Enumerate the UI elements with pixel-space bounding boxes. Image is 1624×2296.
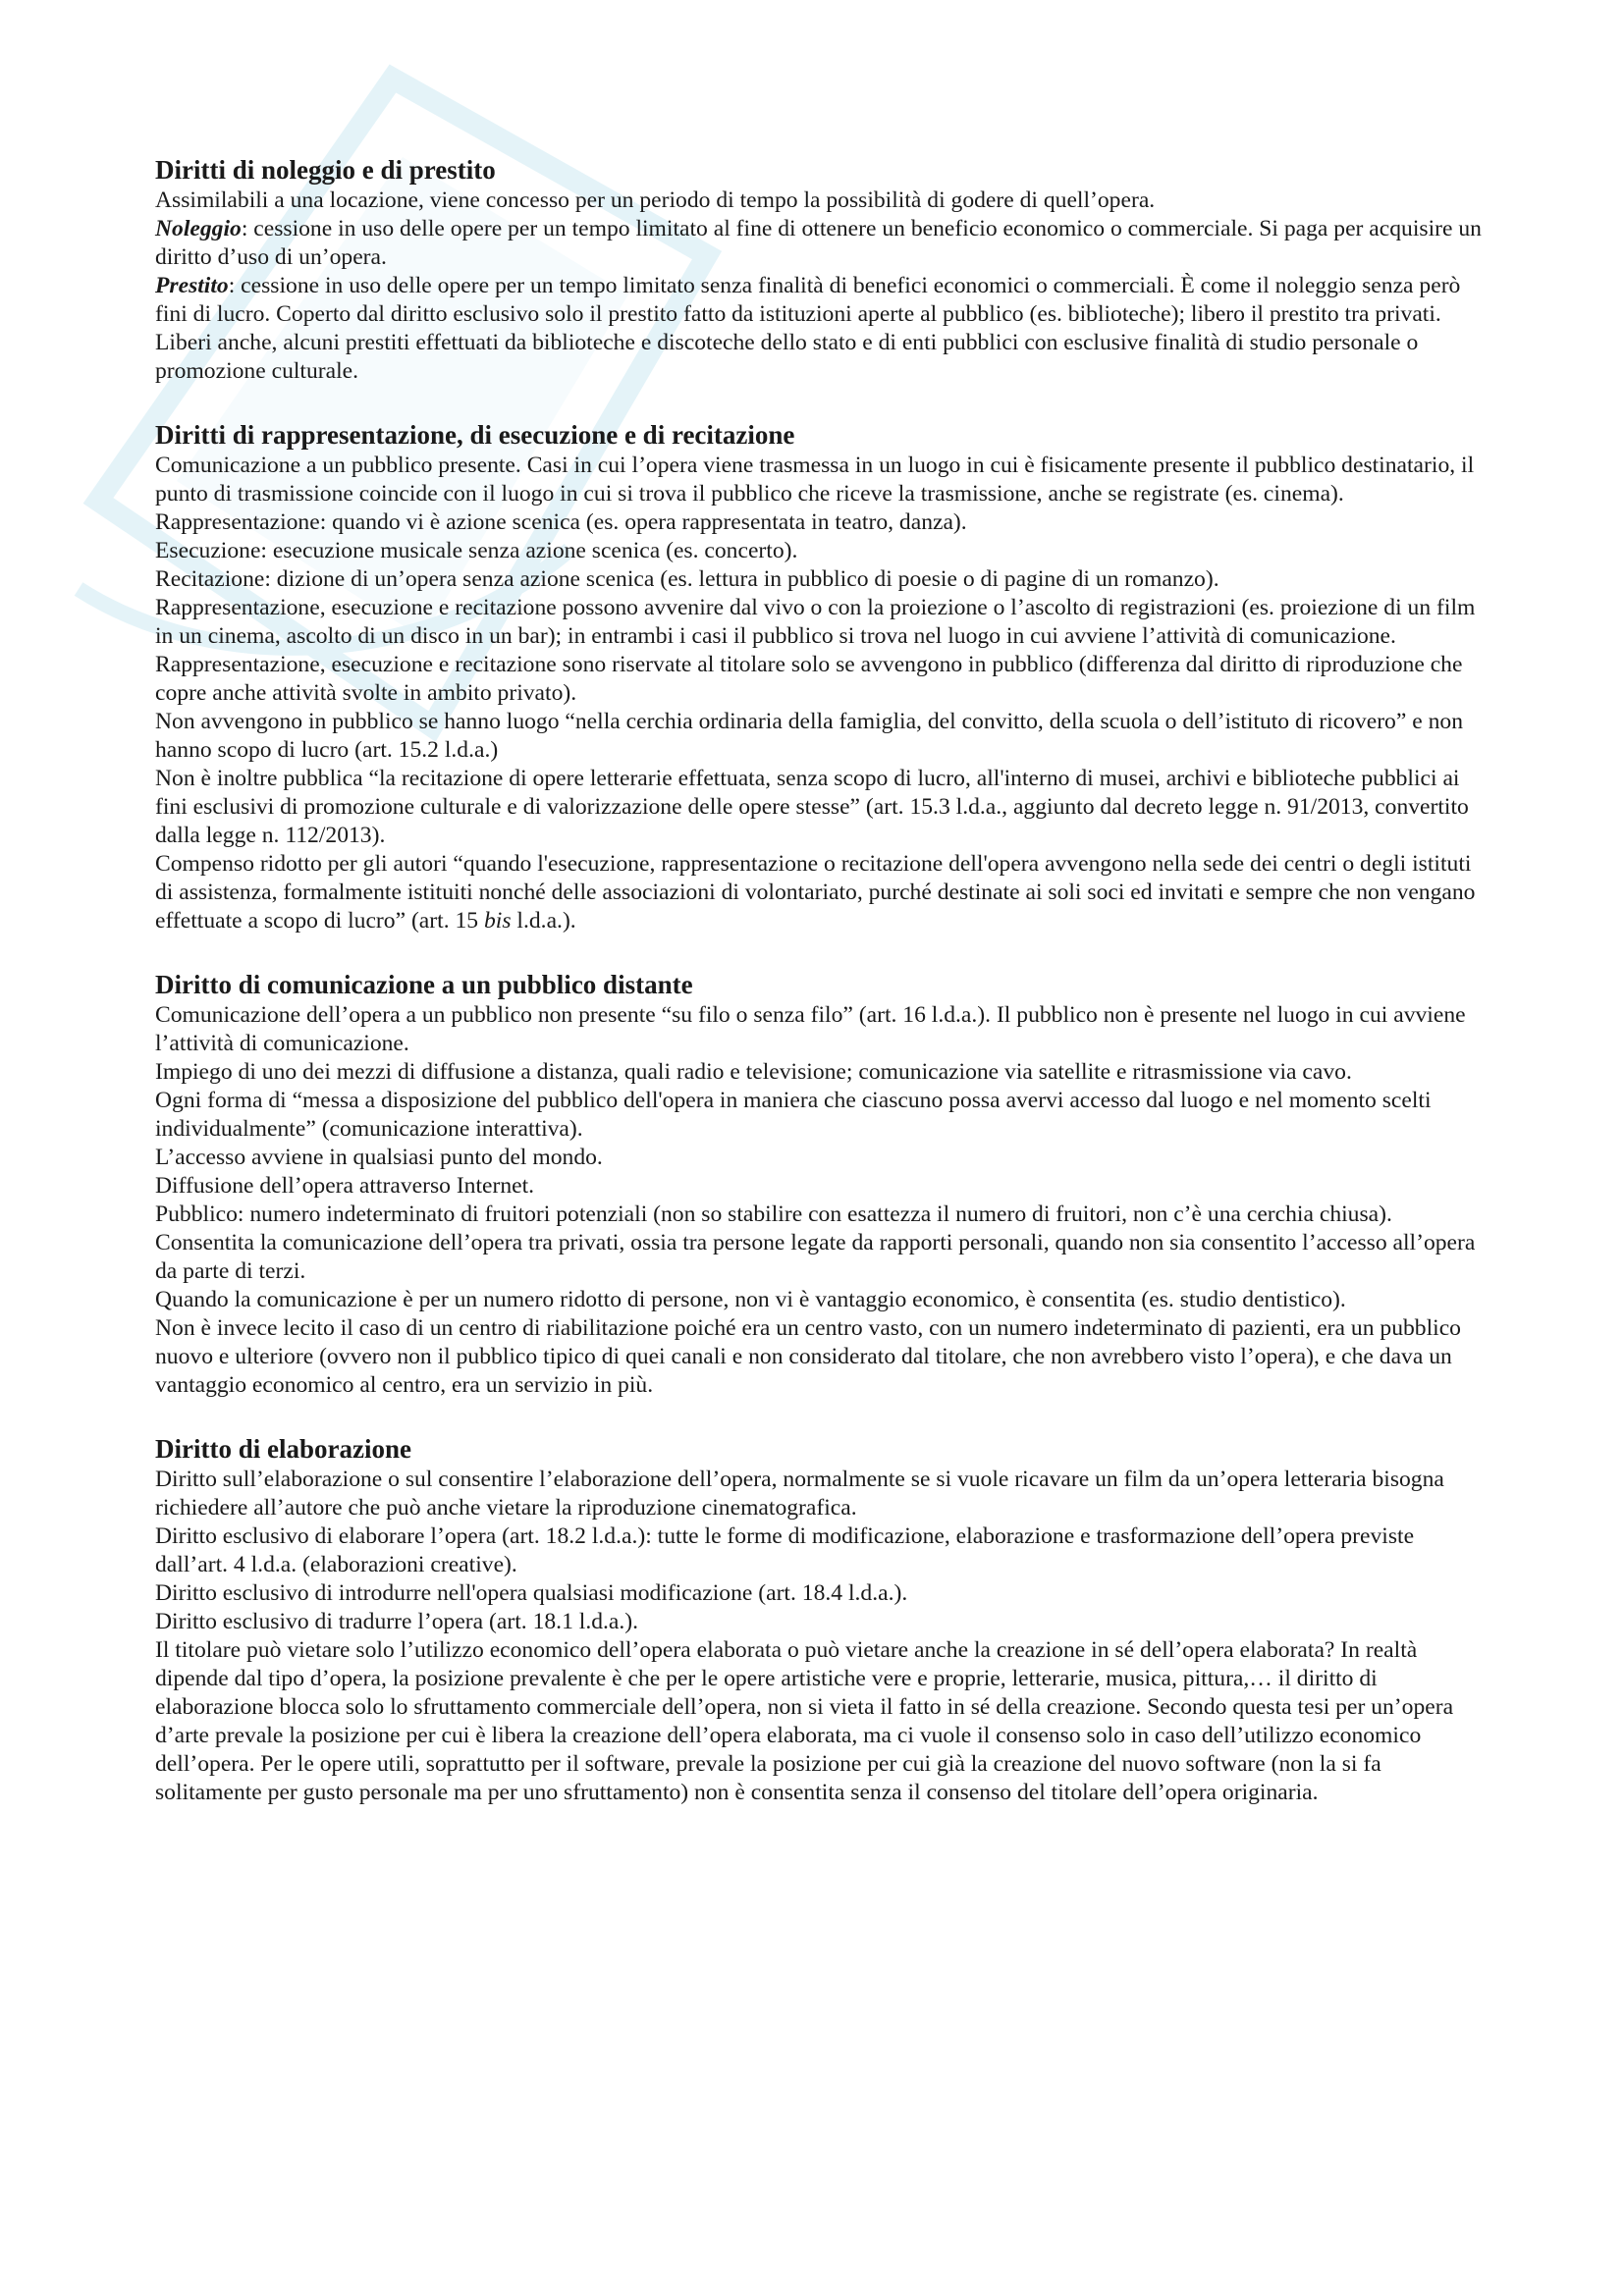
paragraph-text: Pubblico: numero indeterminato di fruitori potenziali (non so stabilire con esattezza il numero di fruitori, non c’è una cerchia chiusa). (155, 1201, 1392, 1227)
paragraph (155, 187, 1490, 215)
paragraph-text: Esecuzione: esecuzione musicale senza azione scenica (es. concerto). (155, 538, 798, 563)
paragraph-text: Diritto sull’elaborazione o sul consentire l’elaborazione dell’opera, normalmente se si vuole ricavare un film da un’opera letteraria bisogna richiedere all’autore che può anche vietare la riproduzione cinematografica. (155, 1467, 1444, 1521)
paragraph-text: Il titolare può vietare solo l’utilizzo economico dell’opera elaborata o può vietare anche la creazione in sé dell’opera elaborata? In realtà dipende dal tipo d’opera, la posizione prevalente è che per le opere artistiche vere e proprie, letterarie, musica, pittura,… il diritto di elaborazione blocca solo lo sfruttamento commerciale dell’opera, non si vieta il fatto in sé della creazione. Secondo questa tesi per un’opera d’arte prevale la posizione per cui è libera la creazione dell’opera elaborata, ma ci vuole il consenso solo in caso dell’utilizzo economico dell’opera. Per le opere utili, soprattutto per il software, prevale la posizione per cui già la creazione del nuovo software (non la si fa solitamente per gusto personale ma per uno sfruttamento) non è consentita senza il consenso del titolare dell’opera originaria. (155, 1637, 1454, 1805)
paragraph-text-end: l.d.a.). (511, 908, 576, 934)
section (155, 1433, 1490, 1807)
paragraph (155, 1522, 1490, 1579)
paragraph (155, 594, 1490, 651)
paragraph (155, 850, 1490, 935)
paragraph (155, 1466, 1490, 1522)
paragraph-text: Compenso ridotto per gli autori “quando l'esecuzione, rappresentazione o recitazione dell'opera avvengono nella sede dei centri o degli istituti di assistenza, formalmente istituiti nonché delle associazioni di volontariato, purché destinate ai soli soci ed invitati e sempre che non vengano effettuate a scopo di lucro” (art. 15 (155, 851, 1476, 934)
paragraph (155, 1229, 1490, 1286)
section-title: Diritti di noleggio e di prestito (155, 155, 496, 185)
paragraph-text: Non è invece lecito il caso di un centro di riabilitazione poiché era un centro vasto, con un numero indeterminato di pazienti, era un pubblico nuovo e ulteriore (ovvero non il pubblico tipico di quei canali e non considerato dal titolare, che non avrebbero visto l’opera), e che dava un vantaggio economico al centro, era un servizio in più. (155, 1315, 1461, 1398)
paragraph (155, 765, 1490, 850)
paragraph-text: Diritto esclusivo di tradurre l’opera (art. 18.1 l.d.a.). (155, 1609, 639, 1634)
paragraph-text: Assimilabili a una locazione, viene concesso per un periodo di tempo la possibilità di godere di quell’opera. (155, 187, 1156, 213)
paragraph (155, 708, 1490, 765)
paragraph (155, 1579, 1490, 1608)
defined-term: Prestito (155, 273, 229, 298)
paragraph (155, 1001, 1490, 1058)
paragraph (155, 651, 1490, 708)
paragraph (155, 1286, 1490, 1314)
section-title: Diritto di comunicazione a un pubblico distante (155, 970, 693, 999)
paragraph (155, 1201, 1490, 1229)
paragraph (155, 452, 1490, 508)
paragraph (155, 1314, 1490, 1400)
section (155, 969, 1490, 1400)
paragraph-text: Comunicazione a un pubblico presente. Casi in cui l’opera viene trasmessa in un luogo in cui è fisicamente presente il pubblico destinatario, il punto di trasmissione coincide con il luogo in cui si trova il pubblico che riceve la trasmissione, anche se registrate (es. cinema). (155, 453, 1475, 507)
paragraph-text: Diritto esclusivo di elaborare l’opera (art. 18.2 l.d.a.): tutte le forme di modificazione, elaborazione e trasformazione dell’opera previste dall’art. 4 l.d.a. (elaborazioni creative). (155, 1523, 1415, 1577)
paragraph-text: Diffusione dell’opera attraverso Internet. (155, 1173, 535, 1199)
paragraph-text: Diritto esclusivo di introdurre nell'opera qualsiasi modificazione (art. 18.4 l.d.a.). (155, 1580, 908, 1606)
paragraph-text: Rappresentazione: quando vi è azione scenica (es. opera rappresentata in teatro, danza). (155, 509, 967, 535)
paragraph (155, 1144, 1490, 1172)
paragraph (155, 1058, 1490, 1087)
paragraph-text: Non avvengono in pubblico se hanno luogo “nella cerchia ordinaria della famiglia, del convitto, della scuola o dell’istituto di ricovero” e non hanno scopo di lucro (art. 15.2 l.d.a.) (155, 709, 1463, 763)
document-page (155, 154, 1490, 1841)
paragraph (155, 1172, 1490, 1201)
paragraph-text: Consentita la comunicazione dell’opera tra privati, ossia tra persone legate da rapporti personali, quando non sia consentito l’accesso all’opera da parte di terzi. (155, 1230, 1476, 1284)
paragraph-text: : cessione in uso delle opere per un tempo limitato al fine di ottenere un beneficio economico o commerciale. Si paga per acquisire un diritto d’uso di un’opera. (155, 216, 1482, 270)
paragraph-text: L’accesso avviene in qualsiasi punto del mondo. (155, 1145, 603, 1170)
italic-text: bis (483, 908, 512, 934)
section-title: Diritto di elaborazione (155, 1434, 411, 1464)
paragraph (155, 1636, 1490, 1807)
paragraph-text: Comunicazione dell’opera a un pubblico non presente “su filo o senza filo” (art. 16 l.d.a.). Il pubblico non è presente nel luogo in cui avviene l’attività di comunicazione. (155, 1002, 1466, 1056)
section (155, 419, 1490, 935)
paragraph (155, 1087, 1490, 1144)
paragraph (155, 1608, 1490, 1636)
defined-term: Noleggio (155, 216, 242, 241)
section (155, 154, 1490, 386)
paragraph (155, 215, 1490, 272)
paragraph (155, 565, 1490, 594)
paragraph-text: Quando la comunicazione è per un numero ridotto di persone, non vi è vantaggio economico, è consentita (es. studio dentistico). (155, 1287, 1346, 1312)
section-title: Diritti di rappresentazione, di esecuzione e di recitazione (155, 420, 795, 450)
paragraph-text: Impiego di uno dei mezzi di diffusione a distanza, quali radio e televisione; comunicazione via satellite e ritrasmissione via cavo. (155, 1059, 1352, 1085)
paragraph-text: Rappresentazione, esecuzione e recitazione sono riservate al titolare solo se avvengono in pubblico (differenza dal diritto di riproduzione che copre anche attività svolte in ambito privato). (155, 652, 1463, 706)
paragraph-text: : cessione in uso delle opere per un tempo limitato senza finalità di benefici economici o commerciali. È come il noleggio senza però fini di lucro. Coperto dal diritto esclusivo solo il prestito fatto da istituzioni aperte al pubblico (es. biblioteche); libero il prestito tra privati. Liberi anche, alcuni prestiti effettuati da biblioteche e discoteche dello stato e di enti pubblici con esclusive finalità di studio personale o promozione culturale. (155, 273, 1461, 384)
paragraph (155, 537, 1490, 565)
paragraph-text: Non è inoltre pubblica “la recitazione di opere letterarie effettuata, senza scopo di lucro, all'interno di musei, archivi e biblioteche pubblici ai fini esclusivi di promozione culturale e di valorizzazione delle opere stesse” (art. 15.3 l.d.a., aggiunto dal decreto legge n. 91/2013, convertito dalla legge n. 112/2013). (155, 766, 1469, 848)
paragraph (155, 272, 1490, 386)
paragraph-text: Recitazione: dizione di un’opera senza azione scenica (es. lettura in pubblico di poesie o di pagine di un romanzo). (155, 566, 1219, 592)
paragraph (155, 508, 1490, 537)
paragraph-text: Rappresentazione, esecuzione e recitazione possono avvenire dal vivo o con la proiezione o l’ascolto di registrazioni (es. proiezione di un film in un cinema, ascolto di un disco in un bar); in entrambi i casi il pubblico si trova nel luogo in cui avviene l’attività di comunicazione. (155, 595, 1476, 649)
paragraph-text: Ogni forma di “messa a disposizione del pubblico dell'opera in maniera che ciascuno possa avervi accesso dal luogo e nel momento scelti individualmente” (comunicazione interattiva). (155, 1088, 1432, 1142)
